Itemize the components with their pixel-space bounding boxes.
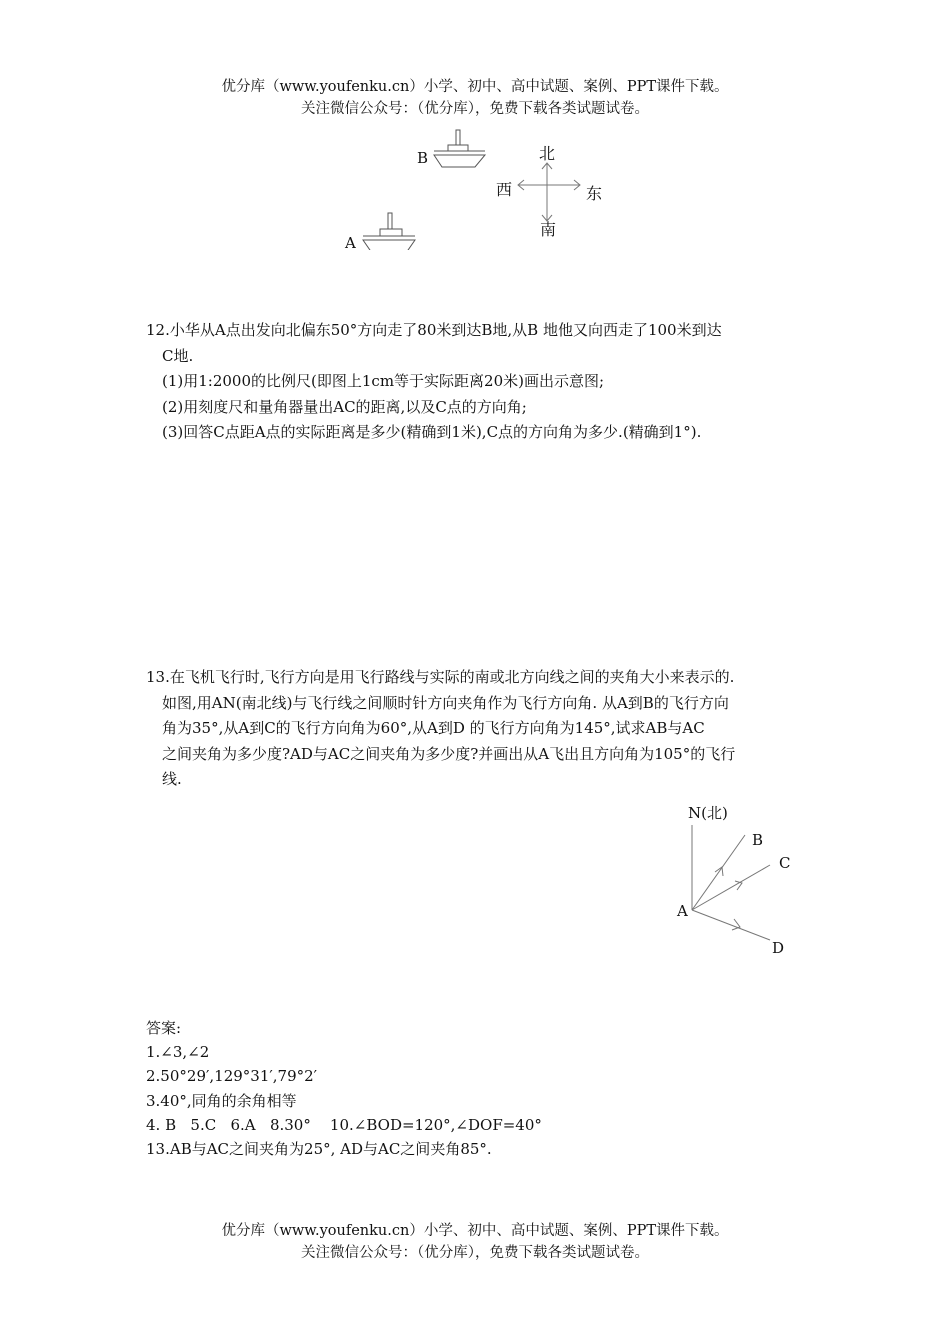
flight-line-ad [692,910,770,940]
compass-ships-figure [330,125,620,250]
answer-2: 2.50°29′,129°31′,79°2′ [146,1067,318,1086]
point-c-label: C [779,854,791,872]
compass-north-label: 北 [539,144,556,163]
q12-line-1: 12.小华从A点出发向北偏东50°方向走了80米到达B地,从B 地他又向西走了100米到达 [146,321,722,339]
q13-line-3: 角为35°,从A到C的飞行方向角为60°,从A到D 的飞行方向角为145°,试求AB与AC [162,719,705,737]
answers-title: 答案: [146,1019,182,1037]
page-footer [0,1220,950,1264]
answer-3: 3.40°,同角的余角相等 [146,1091,297,1110]
ship-a-icon [363,213,415,250]
q13-line-2: 如图,用AN(南北线)与飞行线之间顺时针方向夹角作为飞行方向角. 从A到B的飞行方向 [162,693,729,712]
arrow-ac-icon [735,881,742,890]
question-12 [146,318,816,446]
compass-east-label: 东 [586,184,603,203]
answer-1: 1.∠3,∠2 [146,1043,210,1062]
q13-line-4: 之间夹角为多少度?AD与AC之间夹角为多少度?并画出从A飞出且方向角为105°的飞行 [162,744,736,763]
q12-line-2: C地. [162,346,194,365]
footer-line-1: 优分库（www.youfenku.cn）小学、初中、高中试题、案例、PPT课件下载。 [221,1223,729,1239]
q13-line-1: 13.在飞机飞行时,飞行方向是用飞行路线与实际的南或北方向线之间的夹角大小来表示的. [146,668,735,686]
ship-b-icon [434,130,485,167]
point-d-label: D [772,939,785,957]
answers-section [146,1016,542,1161]
q12-line-4: (2)用刻度尺和量角器量出AC的距离,以及C点的方向角; [162,397,527,416]
header-line-1: 优分库（www.youfenku.cn）小学、初中、高中试题、案例、PPT课件下载。 [221,79,729,95]
footer-line-2: 关注微信公众号：（优分库），免费下载各类试题试卷。 [301,1245,649,1261]
compass-south-label: 南 [540,220,557,239]
flight-line-ab [692,835,745,910]
flight-line-ac [692,865,770,910]
page-header [0,76,950,120]
question-13 [146,665,816,793]
flight-direction-figure [660,795,810,960]
point-b-label: B [752,831,764,849]
q12-line-3: (1)用1:2000的比例尺(即图上1cm等于实际距离20米)画出示意图; [162,372,605,390]
q13-line-5: 线. [162,770,182,788]
ship-a-label: A [345,234,356,250]
compass-rose-icon [518,163,580,221]
header-line-2: 关注微信公众号：（优分库），免费下载各类试题试卷。 [301,101,649,117]
north-label: N(北) [688,804,728,822]
answer-4-10: 4. B 5.C 6.A 8.30° 10.∠BOD=120°,∠DOF=40° [146,1115,542,1134]
compass-west-label: 西 [496,180,513,199]
ship-b-label: B [417,149,429,167]
answer-13: 13.AB与AC之间夹角为25°, AD与AC之间夹角85°. [146,1140,492,1159]
q12-line-5: (3)回答C点距A点的实际距离是多少(精确到1米),C点的方向角为多少.(精确到1°). [162,423,702,441]
point-a-label: A [677,902,688,920]
